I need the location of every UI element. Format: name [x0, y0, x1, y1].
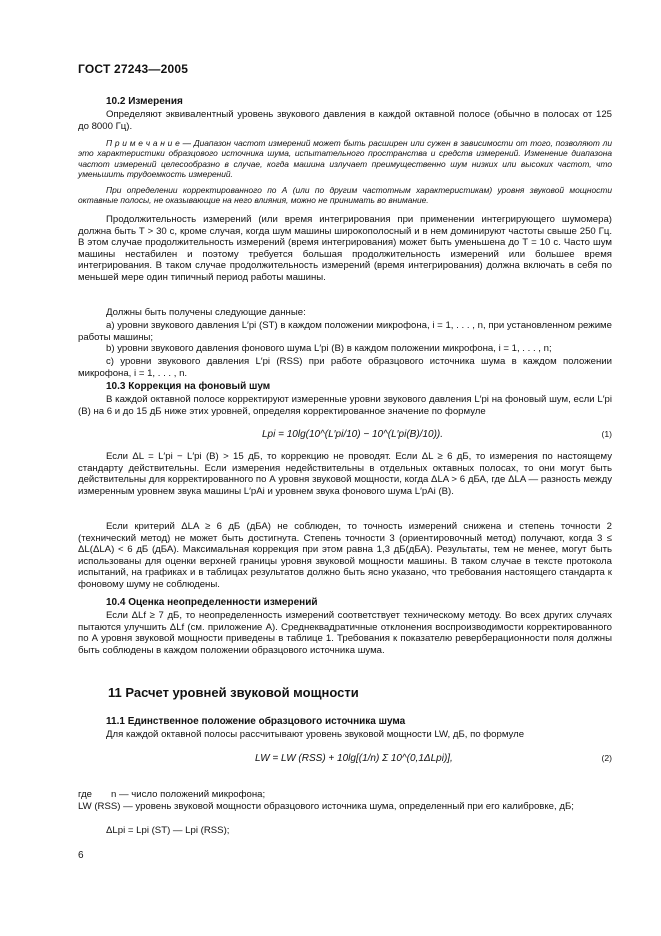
section-10-2-paragraph-3: Должны быть получены следующие данные:	[106, 307, 306, 318]
section-10-4-paragraph-1: Если ΔLf ≥ 7 дБ, то неопределенность измерений соответствует техническому методу. Во всех других случаях пытаются улучшить ΔLf (см. приложение А). Среднеквадратичные отклонения воспроизводимости корректированного по А уровня звуковой мощности приведены в таблице 1. Требования к показателю реверберационности поля должны быть соблюдены в каждом положении образцового источника шума.	[78, 610, 612, 656]
where-delta-lpi: ΔLpi = Lpi (ST) — Lpi (RSS);	[106, 825, 230, 836]
note-2: При определении корректированного по А (или по другим частотным характеристикам) уровня звуковой мощности октавные полосы, не оказывающие на него влияния, можно не принимать во внимание.	[78, 185, 612, 206]
section-10-2-heading: 10.2 Измерения	[106, 96, 183, 107]
section-11-1-heading: 11.1 Единственное положение образцового источника шума	[106, 716, 406, 727]
section-11-1-paragraph-1: Для каждой октавной полосы рассчитывают уровень звуковой мощности LW, дБ, по формуле	[106, 729, 525, 740]
section-10-4-heading: 10.4 Оценка неопределенности измерений	[106, 597, 318, 608]
where-n: n — число положений микрофона;	[111, 789, 266, 800]
formula-1-number: (1)	[601, 429, 612, 439]
list-item-c: с) уровни звукового давления L′pi (RSS) при работе образцового источника шума в каждом положении микрофона, i = 1, . . . , n.	[78, 356, 612, 379]
section-10-3-paragraph-3: Если критерий ΔLA ≥ 6 дБ (дБА) не соблюден, то точность измерений снижена и степень точности 2 (технический метод) не может быть достигнута. Степень точности 3 (ориентировочный метод) получают, когда 3 ≤ ΔL(ΔLA) < 6 дБ (дБА). Максимальная коррекция при этом равна 1,3 дБ(дБА). Результаты, тем не менее, могут быть использованы для оценки верхней границы уровня звуковой мощности машины. В таком случае в тексте протокола испытаний, на графиках и в таблицах результатов должно быть ясно указано, что требования настоящего стандарта к фоновому шуму не соблюдены.	[78, 521, 612, 590]
formula-1: Lpi = 10lg(10^(L′pi/10) − 10^(L′pi(B)/10)).	[262, 429, 444, 440]
formula-2-number: (2)	[601, 753, 612, 763]
formula-2: LW = LW (RSS) + 10lg[(1/n) Σ 10^(0,1ΔLpi)],	[255, 753, 453, 764]
page-number: 6	[78, 850, 84, 861]
list-item-b: b) уровни звукового давления фонового шума L′pi (B) в каждом положении микрофона, i = 1, . . . , n;	[106, 343, 552, 354]
document-header: ГОСТ 27243—2005	[78, 62, 189, 76]
note-1: П р и м е ч а н и е — Диапазон частот измерений может быть расширен или сужен в зависимости от того, позволяют ли это характеристики образцового источника шума, испытательного пространства и средств измерений. Изменение диапазона частот измерений целесообразно в случае, когда машина излучает преимущественно шум низких или высоких частот, что уменьшить трудоемкость измерений.	[78, 138, 612, 180]
section-10-3-heading: 10.3 Коррекция на фоновый шум	[106, 381, 271, 392]
where-label: где	[78, 789, 93, 800]
section-10-3-paragraph-1: В каждой октавной полосе корректируют измеренные уровни звукового давления L′pi на фоновый шум, если L′pi (B) на 6 и до 15 дБ ниже этих уровней, определяя корректированное значение по формуле	[78, 394, 612, 417]
section-11-heading: 11 Расчет уровней звуковой мощности	[108, 685, 359, 700]
section-10-3-paragraph-2: Если ΔL = L′pi − L′pi (B) > 15 дБ, то коррекцию не проводят. Если ΔL ≥ 6 дБ, то измерения по настоящему стандарту действительны. Если измерения недействительны в отдельных октавных полосах, то они могут быть действительны для корректированного по А уровня звуковой мощности, когда ΔLA > 6 дБА, где ΔLA — разность между измеренным уровнем звука машины L′pAi и уровнем звука фонового шума L′pAi (B).	[78, 451, 612, 497]
section-10-2-paragraph-1: Определяют эквивалентный уровень звукового давления в каждой октавной полосе (обычно в полосах от 125 до 8000 Гц).	[78, 109, 612, 132]
list-item-a: а) уровни звукового давления L′pi (ST) в каждом положении микрофона, i = 1, . . . , n, при установленном режиме работы машины;	[78, 320, 612, 343]
where-lw-rss: LW (RSS) — уровень звуковой мощности образцового источника шума, определенный при его калибровке, дБ;	[78, 801, 574, 812]
section-10-2-paragraph-2: Продолжительность измерений (или время интегрирования при применении интегрирующего шумомера) должна быть Т > 30 с, кроме случая, когда шум машины широкополосный и в нем доминируют частоты свыше 250 Гц. В этом случае продолжительность измерений (время интегрирования) может быть уменьшена до Т = 10 с. Часто шум машины нестабилен и поэтому требуется большая продолжительность измерений или большее время интегрирования. В таком случае продолжительность измерений (время интегрирования) должна включать в себя по меньшей мере один типичный период работы машины.	[78, 214, 612, 283]
